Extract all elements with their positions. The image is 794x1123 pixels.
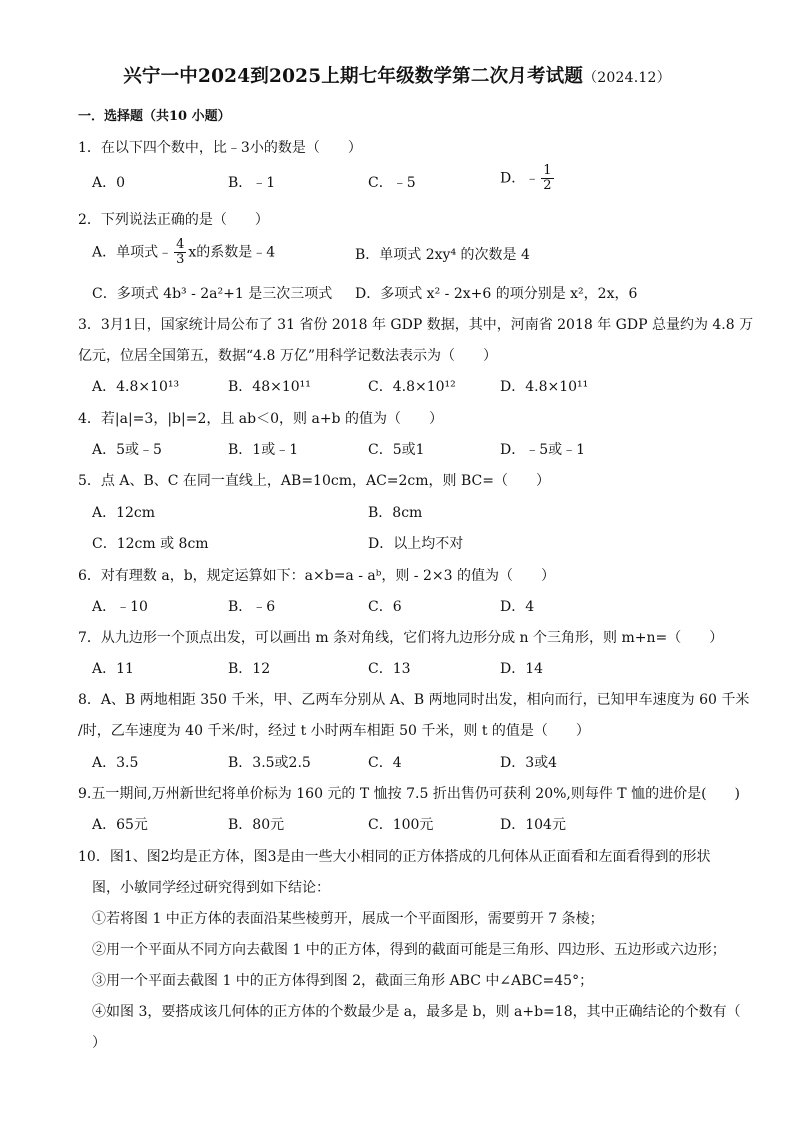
q8-option-b[interactable]: B．3.5或2.5 xyxy=(228,755,311,771)
q5-option-d[interactable]: D．以上均不对 xyxy=(368,536,464,552)
q2-option-c[interactable]: C．多项式 4b³ - 2a²+1 是三次三项式 xyxy=(92,286,333,302)
page-title xyxy=(0,62,794,88)
q7-option-d[interactable]: D．14 xyxy=(500,661,544,677)
q6-option-a[interactable]: A．﹣10 xyxy=(92,599,148,615)
q2-option-a[interactable] xyxy=(92,238,275,267)
question-10-line2: 图，小敏同学经过研究得到如下结论： xyxy=(92,880,330,896)
q5-option-b[interactable]: B．8cm xyxy=(368,505,423,521)
q4-option-d[interactable]: D．﹣5或﹣1 xyxy=(500,442,586,458)
q10-statement-4-close: ） xyxy=(92,1035,106,1051)
q6-option-b[interactable]: B．﹣6 xyxy=(228,599,276,615)
q4-option-c[interactable]: C．5或1 xyxy=(368,442,425,458)
q8-option-a[interactable]: A．3.5 xyxy=(92,755,139,771)
q5-option-a[interactable]: A．12cm xyxy=(92,505,156,521)
q1-option-d-fraction: $\frac{1}{2}$ xyxy=(543,163,552,193)
section-heading: 一．选择题（共10 小题） xyxy=(78,109,231,124)
q9-option-d[interactable]: D．104元 xyxy=(500,817,566,833)
q2-option-a-fraction: $\frac{4}{3}$ xyxy=(176,237,185,267)
title-main: 兴宁一中2024到2025上期七年级数学第二次月考试题 xyxy=(123,66,584,87)
q9-option-b[interactable]: B．80元 xyxy=(228,817,285,833)
q5-option-c[interactable]: C．12cm 或 8cm xyxy=(92,536,209,552)
q4-option-a[interactable]: A．5或﹣5 xyxy=(92,442,162,458)
q10-statement-1: ①若将图 1 中正方体的表面沿某些棱剪开，展成一个平面图形，需要剪开 7 条棱； xyxy=(92,911,604,927)
q1-option-a[interactable]: A．0 xyxy=(92,175,126,191)
title-date: （2024.12） xyxy=(583,70,671,86)
q9-option-c[interactable]: C．100元 xyxy=(368,817,434,833)
q6-option-d[interactable]: D．4 xyxy=(500,599,535,615)
q10-statement-4: ④如图 3，要搭成该几何体的正方体的个数最少是 a，最多是 b，则 a+b=18，其中正确结论的个数有（ xyxy=(92,1004,741,1020)
question-9-stem: 9.五一期间,万州新世纪将单价标为 160 元的 T 恤按 7.5 折出售仍可获利 20%,则每件 T 恤的进价是( ) xyxy=(78,786,741,802)
question-4-stem: 4．若|a|=3，|b|=2，且 ab＜0，则 a+b 的值为（ ） xyxy=(78,411,443,427)
q10-statement-3: ③用一个平面去截图 1 中的正方体得到图 2，截面三角形 ABC 中∠ABC=45°； xyxy=(92,973,594,989)
question-8-line2: /时，乙车速度为 40 千米/时，经过 t 小时两车相距 50 千米，则 t 的值是（ ） xyxy=(78,723,590,739)
q10-statement-2: ②用一个平面从不同方向去截图 1 中的正方体，得到的截面可能是三角形、四边形、五边形或六边形； xyxy=(92,942,726,958)
question-5-stem: 5．点 A、B、C 在同一直线上，AB=10cm，AC=2cm，则 BC=（ ） xyxy=(78,473,550,489)
q7-option-b[interactable]: B．12 xyxy=(228,661,271,677)
q8-option-d[interactable]: D．3或4 xyxy=(500,755,558,771)
question-8-line1: 8．A、B 两地相距 350 千米，甲、乙两车分别从 A、B 两地同时出发，相向而行，已知甲车速度为 60 千米 xyxy=(78,692,750,708)
q8-option-c[interactable]: C．4 xyxy=(368,755,402,771)
q3-option-c[interactable]: C．4.8×10¹² xyxy=(368,379,456,395)
q2-option-b[interactable]: B．单项式 2xy⁴ 的次数是 4 xyxy=(355,247,530,263)
question-7-stem: 7．从九边形一个顶点出发，可以画出 m 条对角线，它们将九边形分成 n 个三角形，则 m+n=（ ） xyxy=(78,630,724,646)
q1-option-c[interactable]: C．﹣5 xyxy=(368,175,416,191)
q1-option-d-prefix: D．﹣ xyxy=(500,170,540,187)
q2-option-d[interactable]: D．多项式 x² - 2x+6 的项分别是 x²，2x，6 xyxy=(355,286,638,302)
question-6-stem: 6．对有理数 a，b，规定运算如下：a×b=a - aᵇ，则 - 2×3 的值为（ ） xyxy=(78,568,555,584)
q7-option-a[interactable]: A．11 xyxy=(92,661,134,677)
q9-option-a[interactable]: A．65元 xyxy=(92,817,148,833)
question-1-stem: 1．在以下四个数中，比﹣3小的数是（ ） xyxy=(78,140,362,156)
q3-option-b[interactable]: B．48×10¹¹ xyxy=(228,379,311,395)
q7-option-c[interactable]: C．13 xyxy=(368,661,411,677)
q6-option-c[interactable]: C．6 xyxy=(368,599,402,615)
q3-option-a[interactable]: A．4.8×10¹³ xyxy=(92,379,180,395)
q2-option-a-prefix: A．单项式﹣ xyxy=(92,244,173,261)
q4-option-b[interactable]: B．1或﹣1 xyxy=(228,442,299,458)
question-10-line1: 10．图1、图2均是正方体，图3是由一些大小相同的正方体搭成的几何体从正面看和左面看得到的形状 xyxy=(78,849,711,865)
q1-option-d[interactable] xyxy=(500,164,556,193)
q2-option-a-suffix: x的系数是﹣4 xyxy=(188,244,276,261)
q1-option-b[interactable]: B．﹣1 xyxy=(228,175,276,191)
question-2-stem: 2．下列说法正确的是（ ） xyxy=(78,212,269,228)
q3-option-d[interactable]: D．4.8×10¹¹ xyxy=(500,379,589,395)
question-3-line1: 3．3月1日，国家统计局公布了 31 省份 2018 年 GDP 数据，其中，河南省 2018 年 GDP 总量约为 4.8 万 xyxy=(78,317,754,333)
question-3-line2: 亿元，位居全国第五，数据“4.8 万亿”用科学记数法表示为（ ） xyxy=(78,348,498,364)
